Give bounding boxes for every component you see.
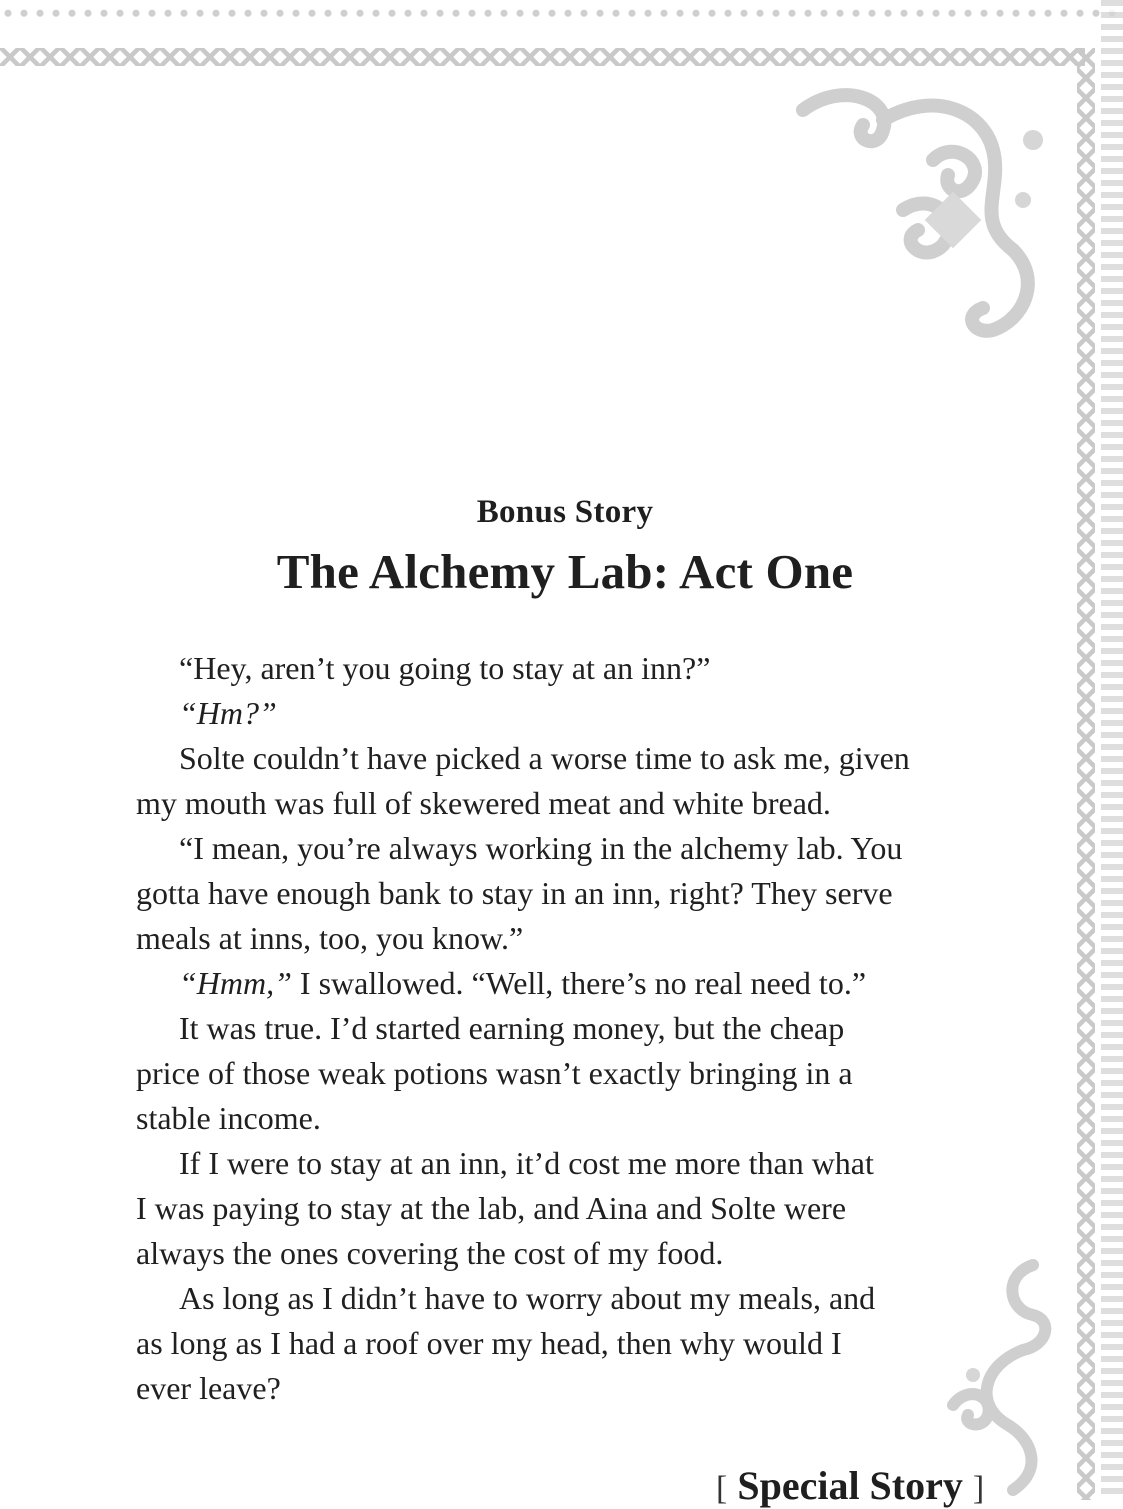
text-line: “I mean, you’re always working in the alchemy lab. You — [179, 830, 903, 866]
story-label: Bonus Story — [476, 494, 654, 530]
text-line: stable income. — [136, 1100, 321, 1136]
story-title: The Alchemy Lab: Act One — [276, 544, 854, 599]
text-line: as long as I had a roof over my head, then why would I — [136, 1325, 842, 1361]
story-body — [136, 646, 1006, 1411]
right-bracket-icon: ] — [972, 1470, 985, 1507]
text-line: It was true. I’d started earning money, but the cheap — [179, 1010, 845, 1046]
right-border-ornament — [1101, 0, 1123, 1500]
right-diamond-border — [1077, 48, 1095, 1500]
italic-text: “Hmm,” — [179, 965, 292, 1001]
text-line: “Hey, aren’t you going to stay at an inn?” — [179, 650, 711, 686]
text-line: As long as I didn’t have to worry about my meals, and — [179, 1280, 876, 1316]
floral-flourish-icon — [783, 80, 1063, 350]
text-line — [136, 961, 1006, 1006]
text-line: meals at inns, too, you know.” — [136, 920, 524, 956]
text-line: I was paying to stay at the lab, and Aina and Solte were — [136, 1190, 847, 1226]
line-text: I swallowed. “Well, there’s no real need to.” — [291, 965, 867, 1001]
text-line: price of those weak potions wasn’t exactly bringing in a — [136, 1055, 853, 1091]
text-line: gotta have enough bank to stay in an inn, right? They serve — [136, 875, 893, 911]
text-line: my mouth was full of skewered meat and white bread. — [136, 785, 831, 821]
left-bracket-icon: [ — [716, 1470, 728, 1507]
top-border-ornament — [0, 0, 1123, 22]
text-line: always the ones covering the cost of my food. — [136, 1235, 724, 1271]
text-line — [136, 691, 1006, 736]
text-line: ever leave? — [136, 1370, 281, 1406]
top-diamond-border — [0, 48, 1085, 66]
italic-text: “Hm?” — [179, 695, 277, 731]
text-line: If I were to stay at an inn, it’d cost me more than what — [179, 1145, 874, 1181]
text-line: Solte couldn’t have picked a worse time to ask me, given — [179, 740, 910, 776]
special-story-label — [716, 1462, 984, 1509]
special-story-text: Special Story — [737, 1463, 963, 1508]
